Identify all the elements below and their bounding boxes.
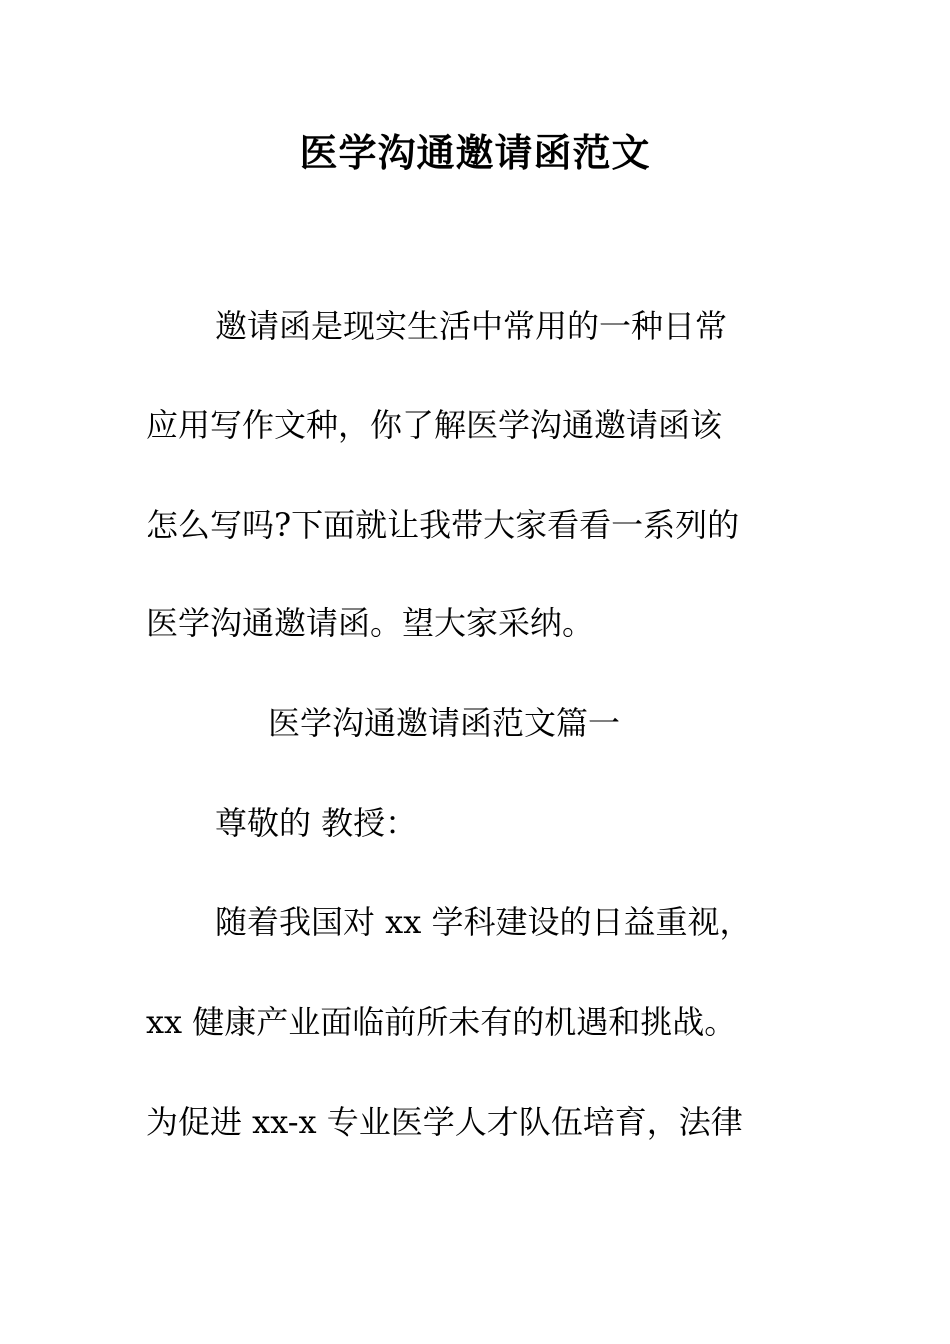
body-line-7: 为促进 xx-x 专业医学人才队伍培育，法律 [146, 1103, 743, 1141]
document-title: 医学沟通邀请函范文 [299, 130, 651, 175]
body-line-5: 随着我国对 xx 学科建设的日益重视， [215, 903, 752, 941]
body-line-6: xx 健康产业面临前所未有的机遇和挑战。 [146, 1003, 737, 1041]
section-heading: 医学沟通邀请函范文篇一 [268, 704, 621, 742]
body-line-2: 应用写作文种，你了解医学沟通邀请函该 [146, 406, 723, 444]
body-line-4: 医学沟通邀请函。望大家采纳。 [146, 604, 595, 642]
salutation: 尊敬的 教授： [215, 804, 418, 842]
body-line-1: 邀请函是现实生活中常用的一种日常 [215, 307, 728, 345]
body-line-3: 怎么写吗?下面就让我带大家看看一系列的 [146, 506, 740, 544]
